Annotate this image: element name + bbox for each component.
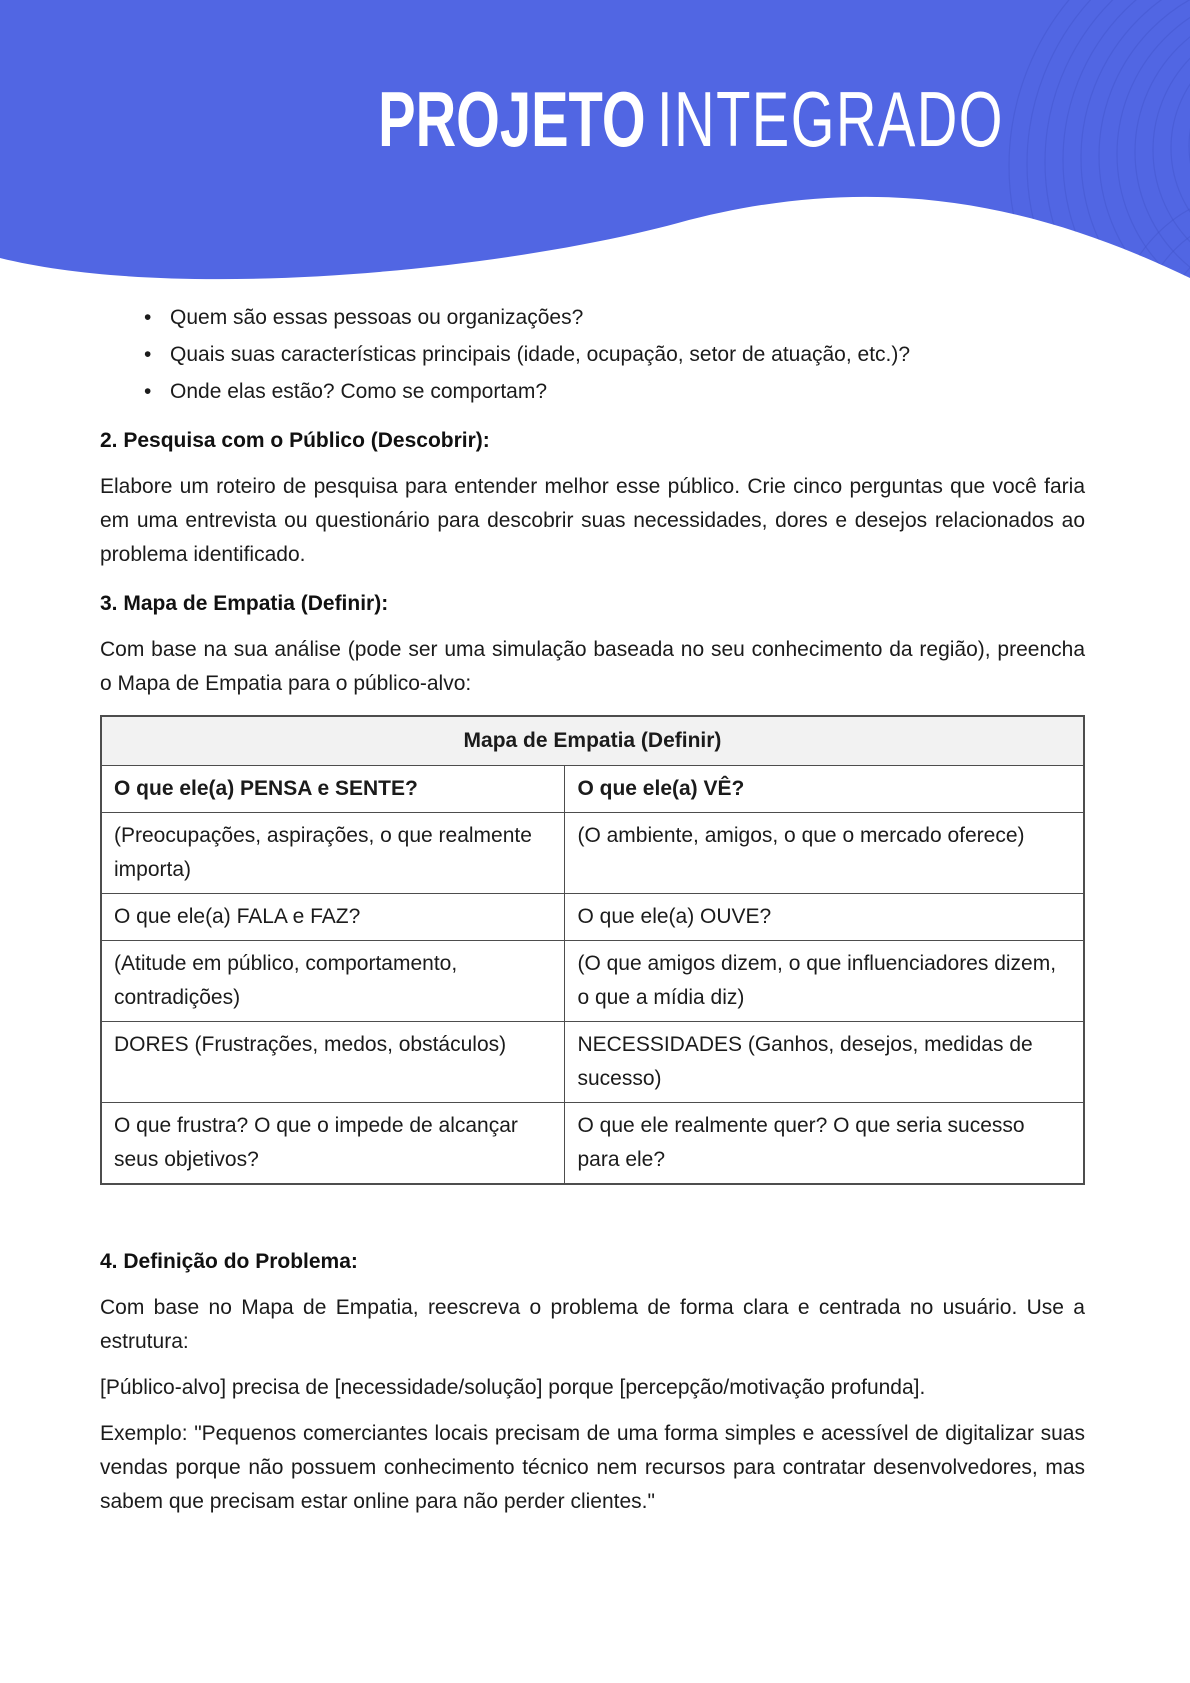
cell-dores: DORES (Frustrações, medos, obstáculos) <box>101 1022 565 1103</box>
section-body-mapa: Com base na sua análise (pode ser uma simulação baseada no seu conhecimento da região), preencha o Mapa de Empatia para o público-alvo: <box>100 638 1085 695</box>
cell-ve-desc: (O ambiente, amigos, o que o mercado oferece) <box>565 813 1084 894</box>
list-item: • Onde elas estão? Como se comportam? <box>146 375 1085 409</box>
table-row <box>101 1022 1084 1103</box>
cell-necessidades: NECESSIDADES (Ganhos, desejos, medidas de sucesso) <box>565 1022 1084 1103</box>
table-row <box>101 813 1084 894</box>
list-item: • Quem são essas pessoas ou organizações? <box>146 301 1085 335</box>
cell-pensa-desc: (Preocupações, aspirações, o que realmente importa) <box>101 813 565 894</box>
cell-fala-faz: O que ele(a) FALA e FAZ? <box>101 894 565 941</box>
audience-question-list <box>100 301 1085 409</box>
table-title: Mapa de Empatia (Definir) <box>101 716 1084 766</box>
problem-formula: [Público-alvo] precisa de [necessidade/solução] porque [percepção/motivação profunda]. <box>100 1376 926 1399</box>
section-heading-problema: 4. Definição do Problema: <box>100 1250 358 1273</box>
table-row <box>101 894 1084 941</box>
section-heading-mapa: 3. Mapa de Empatia (Definir): <box>100 592 389 615</box>
cell-dores-desc: O que frustra? O que o impede de alcançar seus objetivos? <box>101 1103 565 1185</box>
cell-ouve-desc: (O que amigos dizem, o que influenciadores dizem, o que a mídia diz) <box>565 941 1084 1022</box>
page-title-secondary: INTEGRADO <box>657 75 1004 163</box>
cell-pensa-sente: O que ele(a) PENSA e SENTE? <box>101 766 565 813</box>
table-title-row <box>101 716 1084 766</box>
cell-necessidades-desc: O que ele realmente quer? O que seria sucesso para ele? <box>565 1103 1084 1185</box>
list-item: • Quais suas características principais (idade, ocupação, setor de atuação, etc.)? <box>146 338 1085 372</box>
page-title-primary: PROJETO <box>378 75 646 163</box>
table-row <box>101 766 1084 813</box>
empathy-map-table <box>100 715 1085 1185</box>
page-title <box>332 75 1051 163</box>
cell-fala-desc: (Atitude em público, comportamento, contradições) <box>101 941 565 1022</box>
table-row <box>101 1103 1084 1185</box>
problem-example: Exemplo: "Pequenos comerciantes locais precisam de uma forma simples e acessível de digitalizar suas vendas porque não possuem conhecimento técnico nem recursos para contratar desenvolvedores, mas sabem que precisam estar online para não perder clientes." <box>100 1422 1085 1513</box>
section-body-pesquisa: Elabore um roteiro de pesquisa para entender melhor esse público. Crie cinco perguntas que você faria em uma entrevista ou questionário para descobrir suas necessidades, dores e desejos relacionados ao problema identificado. <box>100 475 1085 566</box>
page-header-banner <box>0 0 1190 310</box>
table-row <box>101 941 1084 1022</box>
document-content <box>0 301 1190 1519</box>
section-heading-pesquisa: 2. Pesquisa com o Público (Descobrir): <box>100 429 490 452</box>
section-body-problema: Com base no Mapa de Empatia, reescreva o problema de forma clara e centrada no usuário. Use a estrutura: <box>100 1296 1085 1353</box>
cell-ouve: O que ele(a) OUVE? <box>565 894 1084 941</box>
cell-ve: O que ele(a) VÊ? <box>565 766 1084 813</box>
